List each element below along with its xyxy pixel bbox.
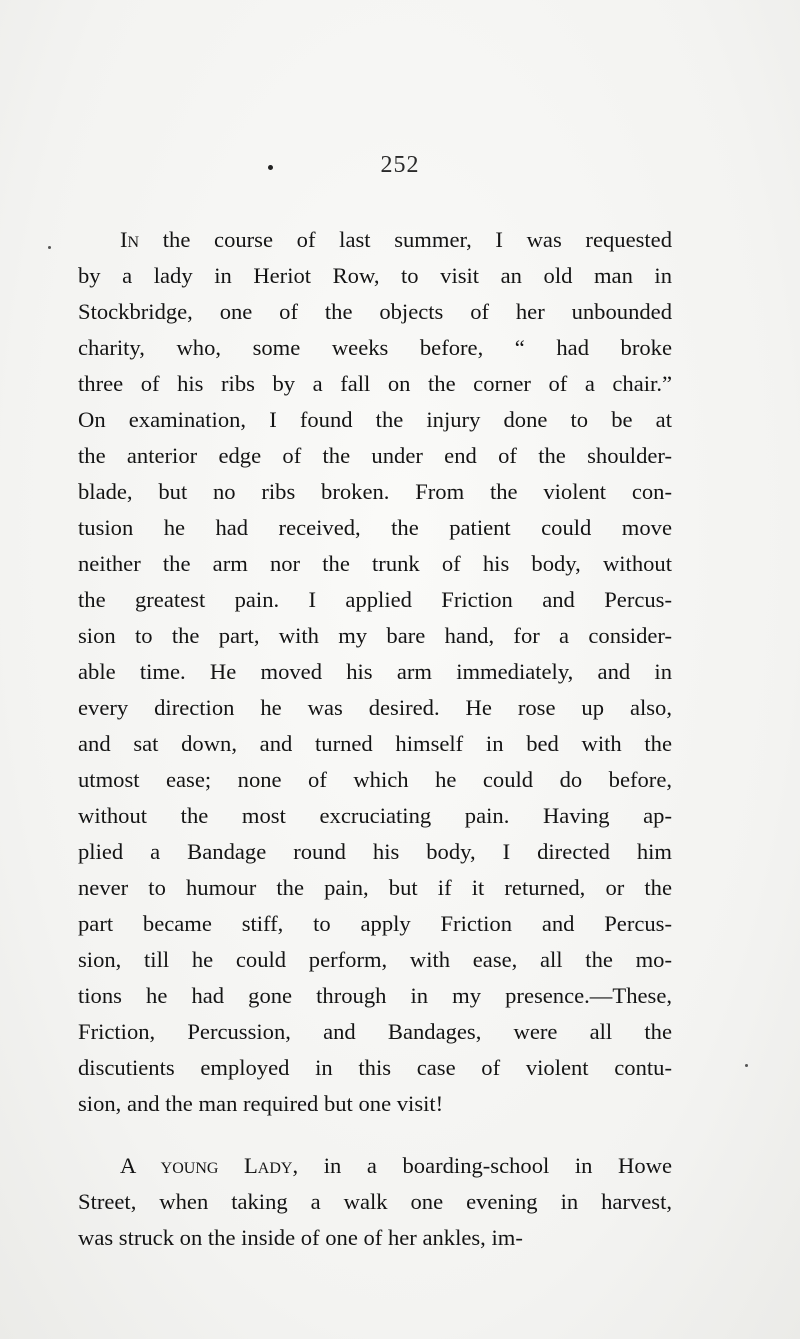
line-text: able time. He moved his arm immediately, and in (78, 659, 672, 684)
text-line (78, 510, 672, 546)
line-text: by a lady in Heriot Row, to visit an old man in (78, 263, 672, 288)
line-text: tions he had gone through in my presence.—These, (78, 983, 672, 1008)
text-line (78, 834, 672, 870)
line-text: never to humour the pain, but if it returned, or the (78, 875, 672, 900)
text-line (78, 618, 672, 654)
text-line (78, 474, 672, 510)
line-text: sion to the part, with my bare hand, for a consider- (78, 623, 672, 648)
text-line (78, 1184, 672, 1220)
line-text: the course of last summer, I was requested (139, 227, 672, 252)
line-text: Stockbridge, one of the objects of her unbounded (78, 299, 672, 324)
line-text: three of his ribs by a fall on the corner of a chair.” (78, 371, 672, 396)
ink-speck (48, 246, 51, 249)
line-text: in a boarding-school in Howe (298, 1153, 672, 1178)
small-caps-lead: In (120, 227, 140, 252)
text-line (78, 978, 672, 1014)
text-line (78, 294, 672, 330)
text-line (78, 726, 672, 762)
line-text: without the most excruciating pain. Having ap- (78, 803, 672, 828)
line-text: Street, when taking a walk one evening in harvest, (78, 1189, 672, 1214)
line-text: tusion he had received, the patient could move (78, 515, 672, 540)
text-line (78, 1050, 672, 1086)
text-line (78, 1220, 672, 1256)
line-text: and sat down, and turned himself in bed with the (78, 731, 672, 756)
line-text: blade, but no ribs broken. From the violent con- (78, 479, 672, 504)
line-text: neither the arm nor the trunk of his body, without (78, 551, 672, 576)
text-line (78, 762, 672, 798)
text-line (78, 798, 672, 834)
line-text: sion, till he could perform, with ease, all the mo- (78, 947, 672, 972)
line-text: the greatest pain. I applied Friction and Percus- (78, 587, 672, 612)
line-text: was struck on the inside of one of her ankles, im- (78, 1225, 523, 1250)
text-line (78, 222, 672, 258)
paragraph-2 (78, 1148, 672, 1256)
line-text: utmost ease; none of which he could do before, (78, 767, 672, 792)
text-line (78, 366, 672, 402)
text-line (78, 870, 672, 906)
line-text: Friction, Percussion, and Bandages, were all the (78, 1019, 672, 1044)
line-text: part became stiff, to apply Friction and Percus- (78, 911, 672, 936)
line-text: discutients employed in this case of violent contu- (78, 1055, 672, 1080)
ink-speck (745, 1064, 748, 1067)
text-line (78, 582, 672, 618)
text-line (78, 1148, 672, 1184)
paragraph-1 (78, 222, 672, 1122)
text-line (78, 690, 672, 726)
text-line (78, 438, 672, 474)
line-text: charity, who, some weeks before, “ had broke (78, 335, 672, 360)
text-line (78, 546, 672, 582)
text-line (78, 330, 672, 366)
text-line (78, 402, 672, 438)
text-line (78, 654, 672, 690)
line-text: the anterior edge of the under end of the shoulder- (78, 443, 672, 468)
text-line (78, 1086, 672, 1122)
text-line (78, 258, 672, 294)
line-text: every direction he was desired. He rose up also, (78, 695, 672, 720)
text-line (78, 1014, 672, 1050)
small-caps-lead: A young Lady, (120, 1153, 299, 1178)
text-line (78, 942, 672, 978)
line-text: On examination, I found the injury done to be at (78, 407, 672, 432)
page-number: 252 (380, 152, 420, 178)
line-text: sion, and the man required but one visit! (78, 1091, 444, 1116)
text-line (78, 906, 672, 942)
line-text: plied a Bandage round his body, I directed him (78, 839, 672, 864)
